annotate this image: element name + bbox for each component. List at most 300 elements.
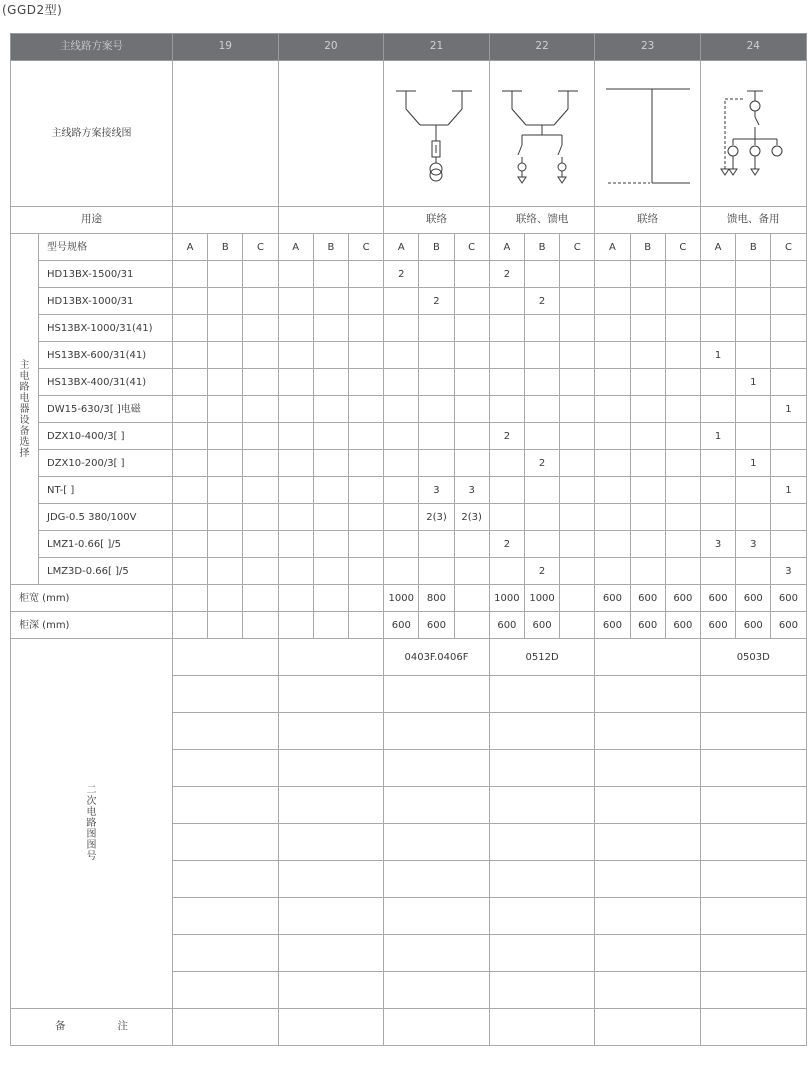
secondary-drawing-number [489,713,595,750]
secondary-drawing-number [384,750,490,787]
scheme-number-19: 19 [173,34,279,61]
dimension-row [11,585,807,612]
equipment-row [11,450,807,477]
equipment-quantity: 2 [489,423,524,450]
equipment-quantity [313,369,348,396]
equipment-quantity [665,261,700,288]
dimension-value [348,612,383,639]
equipment-quantity [278,558,313,585]
equipment-quantity [243,369,278,396]
equipment-quantity: 1 [736,369,771,396]
equipment-quantity [208,315,243,342]
equipment-quantity [384,288,419,315]
equipment-quantity [736,558,771,585]
equipment-quantity [384,423,419,450]
equipment-quantity [560,288,595,315]
equipment-quantity [243,342,278,369]
secondary-drawing-number [384,824,490,861]
equipment-quantity [665,288,700,315]
equipment-quantity [313,288,348,315]
wiring-diagram-21 [384,61,490,207]
secondary-drawing-number [173,713,279,750]
equipment-quantity [384,558,419,585]
equipment-quantity [771,423,806,450]
equipment-quantity [313,531,348,558]
wiring-diagram-20 [278,61,384,207]
equipment-quantity [630,288,665,315]
dimension-value: 600 [665,612,700,639]
equipment-quantity [208,450,243,477]
equipment-quantity: 3 [700,531,735,558]
secondary-drawing-number [595,861,701,898]
secondary-drawing-number [489,787,595,824]
equipment-name: HD13BX-1500/31 [39,261,173,288]
equipment-quantity [630,315,665,342]
equipment-quantity [173,342,208,369]
equipment-quantity [173,558,208,585]
equipment-quantity [489,477,524,504]
secondary-drawing-number [700,676,806,713]
dimension-value: 600 [419,612,454,639]
equipment-quantity [173,450,208,477]
wiring-diagram-19 [173,61,279,207]
equipment-quantity [665,315,700,342]
equipment-quantity [771,504,806,531]
equipment-quantity [560,315,595,342]
equipment-quantity [348,369,383,396]
secondary-drawing-number [595,787,701,824]
sub-column-header: C [771,234,806,261]
equipment-quantity [348,504,383,531]
equipment-row [11,396,807,423]
equipment-quantity [419,261,454,288]
equipment-quantity [419,315,454,342]
equipment-quantity: 1 [771,477,806,504]
equipment-quantity [208,288,243,315]
equipment-quantity [384,315,419,342]
secondary-drawing-number [173,676,279,713]
dimension-value [278,612,313,639]
secondary-drawing-number [173,898,279,935]
secondary-drawing-number [700,861,806,898]
dimension-value: 600 [630,585,665,612]
equipment-quantity [173,261,208,288]
equipment-row [11,423,807,450]
dimension-value [243,585,278,612]
equipment-quantity [419,423,454,450]
equipment-quantity: 2(3) [454,504,489,531]
notes-label [11,1009,173,1046]
equipment-row [11,477,807,504]
dimension-value: 600 [524,612,559,639]
equipment-quantity [313,342,348,369]
secondary-drawing-number [278,824,384,861]
equipment-quantity [454,450,489,477]
equipment-quantity [384,504,419,531]
equipment-name: JDG-0.5 380/100V [39,504,173,531]
equipment-quantity [313,423,348,450]
secondary-drawing-number: 0403F.0406F [384,639,490,676]
dimension-value: 600 [771,585,806,612]
secondary-drawing-number [278,713,384,750]
equipment-quantity [560,261,595,288]
equipment-quantity [454,531,489,558]
equipment-quantity [173,315,208,342]
equipment-quantity: 2(3) [419,504,454,531]
purpose-value [278,207,384,234]
equipment-quantity [700,315,735,342]
secondary-drawing-number [384,972,490,1009]
equipment-quantity [665,450,700,477]
equipment-quantity [771,342,806,369]
equipment-name: LMZ3D-0.66[ ]/5 [39,558,173,585]
dimension-value: 600 [665,585,700,612]
equipment-row [11,558,807,585]
equipment-quantity [208,342,243,369]
equipment-quantity [665,504,700,531]
secondary-drawing-number [173,750,279,787]
scheme-number-21: 21 [384,34,490,61]
secondary-drawing-number [278,972,384,1009]
equipment-quantity [173,531,208,558]
equipment-quantity [278,261,313,288]
secondary-drawing-number [384,787,490,824]
secondary-drawing-number [384,935,490,972]
notes-row [11,1009,807,1046]
table-caption: (GGD2型) [2,3,63,17]
equipment-quantity [595,477,630,504]
equipment-quantity [419,531,454,558]
secondary-drawing-number [595,750,701,787]
wiring-diagram-23 [595,61,701,207]
equipment-quantity [560,342,595,369]
purpose-value: 联络、馈电 [489,207,595,234]
equipment-quantity [736,288,771,315]
equipment-quantity [489,450,524,477]
equipment-quantity [524,369,559,396]
sub-column-header: A [595,234,630,261]
equipment-quantity [630,558,665,585]
secondary-drawing-number [173,824,279,861]
equipment-quantity [278,396,313,423]
equipment-quantity [419,369,454,396]
equipment-quantity [278,423,313,450]
equipment-quantity [348,288,383,315]
equipment-quantity: 3 [736,531,771,558]
equipment-quantity [173,504,208,531]
secondary-drawing-number [278,750,384,787]
wiring-diagram-row [11,61,807,207]
equipment-quantity [489,369,524,396]
equipment-name: HD13BX-1000/31 [39,288,173,315]
equipment-quantity [700,558,735,585]
equipment-name: HS13BX-600/31(41) [39,342,173,369]
equipment-row [11,531,807,558]
sub-column-header: C [348,234,383,261]
equipment-quantity [313,477,348,504]
secondary-drawing-number [489,972,595,1009]
equipment-quantity [278,288,313,315]
secondary-drawing-number [278,639,384,676]
equipment-quantity: 3 [419,477,454,504]
dimension-value: 800 [419,585,454,612]
equipment-row [11,288,807,315]
equipment-quantity [454,369,489,396]
equipment-quantity [243,423,278,450]
scheme-number-22: 22 [489,34,595,61]
equipment-quantity [630,396,665,423]
equipment-quantity [630,504,665,531]
equipment-quantity: 1 [700,423,735,450]
equipment-quantity: 2 [419,288,454,315]
equipment-quantity [278,369,313,396]
equipment-quantity [736,477,771,504]
equipment-quantity [700,396,735,423]
equipment-quantity [595,261,630,288]
dimension-value [208,612,243,639]
equipment-quantity [595,558,630,585]
dimension-value: 1000 [524,585,559,612]
equipment-quantity [419,396,454,423]
equipment-quantity [489,288,524,315]
equipment-quantity [595,423,630,450]
equipment-quantity [313,450,348,477]
scheme-number-23: 23 [595,34,701,61]
notes-cell [278,1009,384,1046]
equipment-quantity [524,531,559,558]
equipment-quantity [595,504,630,531]
equipment-quantity [630,450,665,477]
equipment-quantity [313,315,348,342]
equipment-quantity [771,531,806,558]
equipment-quantity [384,369,419,396]
secondary-drawing-number [489,861,595,898]
equipment-quantity [665,342,700,369]
sub-column-header: B [419,234,454,261]
equipment-quantity [384,342,419,369]
secondary-drawing-number [384,676,490,713]
equipment-quantity [630,369,665,396]
equipment-quantity: 2 [384,261,419,288]
equipment-header-row [11,234,807,261]
purpose-value [173,207,279,234]
equipment-quantity [665,369,700,396]
equipment-quantity [524,423,559,450]
equipment-quantity [208,477,243,504]
equipment-quantity [454,396,489,423]
equipment-quantity [208,558,243,585]
equipment-row [11,315,807,342]
equipment-quantity: 1 [700,342,735,369]
equipment-quantity: 2 [524,558,559,585]
purpose-value: 联络 [384,207,490,234]
equipment-quantity [173,477,208,504]
equipment-quantity [595,315,630,342]
equipment-quantity [771,369,806,396]
equipment-quantity [665,531,700,558]
equipment-quantity [560,396,595,423]
equipment-quantity [278,504,313,531]
secondary-drawing-number [700,935,806,972]
secondary-drawing-number [595,898,701,935]
equipment-quantity [348,261,383,288]
equipment-quantity: 1 [736,450,771,477]
equipment-group-label [11,234,39,585]
scheme-number-24: 24 [700,34,806,61]
equipment-quantity [630,261,665,288]
equipment-quantity [700,450,735,477]
equipment-quantity [384,477,419,504]
equipment-quantity: 1 [771,396,806,423]
equipment-quantity [454,315,489,342]
scheme-number-header: 主线路方案号 [11,34,173,61]
equipment-quantity: 2 [524,450,559,477]
equipment-quantity [243,531,278,558]
equipment-quantity [313,396,348,423]
wiring-diagram-label: 主线路方案接线图 [11,61,173,207]
dimension-label: 柜深 (mm) [11,612,173,639]
purpose-row [11,207,807,234]
equipment-quantity [700,477,735,504]
equipment-quantity [630,342,665,369]
equipment-quantity [736,342,771,369]
equipment-name: DZX10-400/3[ ] [39,423,173,450]
equipment-quantity [700,369,735,396]
equipment-quantity [454,342,489,369]
dimension-value [348,585,383,612]
equipment-quantity [665,423,700,450]
equipment-quantity: 3 [454,477,489,504]
notes-label-left: 备 [55,1020,66,1033]
equipment-quantity [736,396,771,423]
equipment-name: DW15-630/3[ ]电磁 [39,396,173,423]
equipment-quantity [560,450,595,477]
secondary-circuit-row [11,639,807,676]
dimension-value: 1000 [384,585,419,612]
equipment-quantity [348,450,383,477]
equipment-quantity [771,315,806,342]
equipment-quantity [771,450,806,477]
notes-cell [173,1009,279,1046]
equipment-quantity [173,396,208,423]
secondary-drawing-number [384,861,490,898]
equipment-quantity: 3 [771,558,806,585]
dimension-value [313,585,348,612]
equipment-row [11,342,807,369]
dimension-value: 600 [384,612,419,639]
dimension-value: 600 [489,612,524,639]
sub-column-header: C [243,234,278,261]
equipment-quantity [524,504,559,531]
equipment-quantity [243,396,278,423]
equipment-name: DZX10-200/3[ ] [39,450,173,477]
equipment-name: NT-[ ] [39,477,173,504]
equipment-quantity [771,288,806,315]
dimension-value [208,585,243,612]
equipment-name: HS13BX-1000/31(41) [39,315,173,342]
notes-cell [595,1009,701,1046]
notes-cell [700,1009,806,1046]
secondary-circuit-label [11,639,173,1009]
secondary-drawing-number [173,787,279,824]
secondary-drawing-number [700,713,806,750]
equipment-quantity [454,423,489,450]
secondary-drawing-number: 0512D [489,639,595,676]
equipment-row [11,369,807,396]
dimension-value: 600 [595,585,630,612]
dimension-value: 600 [700,612,735,639]
secondary-drawing-number [700,898,806,935]
dimension-value [278,585,313,612]
equipment-quantity [630,531,665,558]
equipment-row [11,504,807,531]
dimension-row [11,612,807,639]
secondary-drawing-number [489,824,595,861]
dimension-value: 600 [630,612,665,639]
equipment-quantity [630,423,665,450]
equipment-quantity [560,477,595,504]
equipment-quantity [524,315,559,342]
secondary-drawing-number [384,713,490,750]
equipment-quantity [243,558,278,585]
equipment-quantity [173,288,208,315]
equipment-quantity [524,261,559,288]
dimension-label: 柜宽 (mm) [11,585,173,612]
secondary-drawing-number [700,787,806,824]
dimension-value [313,612,348,639]
secondary-drawing-number [700,972,806,1009]
equipment-quantity [348,342,383,369]
dimension-value [560,585,595,612]
equipment-quantity: 2 [524,288,559,315]
header-row [11,34,807,61]
equipment-quantity [419,450,454,477]
equipment-quantity [348,315,383,342]
dimension-value: 600 [736,612,771,639]
secondary-drawing-number [489,676,595,713]
equipment-quantity [700,288,735,315]
secondary-drawing-number [278,935,384,972]
secondary-drawing-number [595,713,701,750]
equipment-quantity [630,477,665,504]
sub-column-header: B [313,234,348,261]
equipment-quantity [454,261,489,288]
purpose-label: 用途 [11,207,173,234]
dimension-value: 600 [771,612,806,639]
equipment-quantity [524,477,559,504]
equipment-quantity [348,477,383,504]
dimension-value [454,585,489,612]
equipment-quantity [560,558,595,585]
purpose-value: 联络 [595,207,701,234]
equipment-quantity [736,423,771,450]
equipment-quantity [700,504,735,531]
equipment-quantity [736,261,771,288]
sub-column-header: B [630,234,665,261]
sub-column-header: A [489,234,524,261]
equipment-quantity [560,531,595,558]
equipment-quantity [489,396,524,423]
equipment-quantity: 2 [489,261,524,288]
equipment-quantity [384,450,419,477]
equipment-quantity [595,531,630,558]
secondary-drawing-number [700,750,806,787]
equipment-quantity [384,531,419,558]
equipment-quantity [454,288,489,315]
equipment-quantity [489,315,524,342]
equipment-quantity [771,261,806,288]
main-circuit-table [10,33,807,1046]
